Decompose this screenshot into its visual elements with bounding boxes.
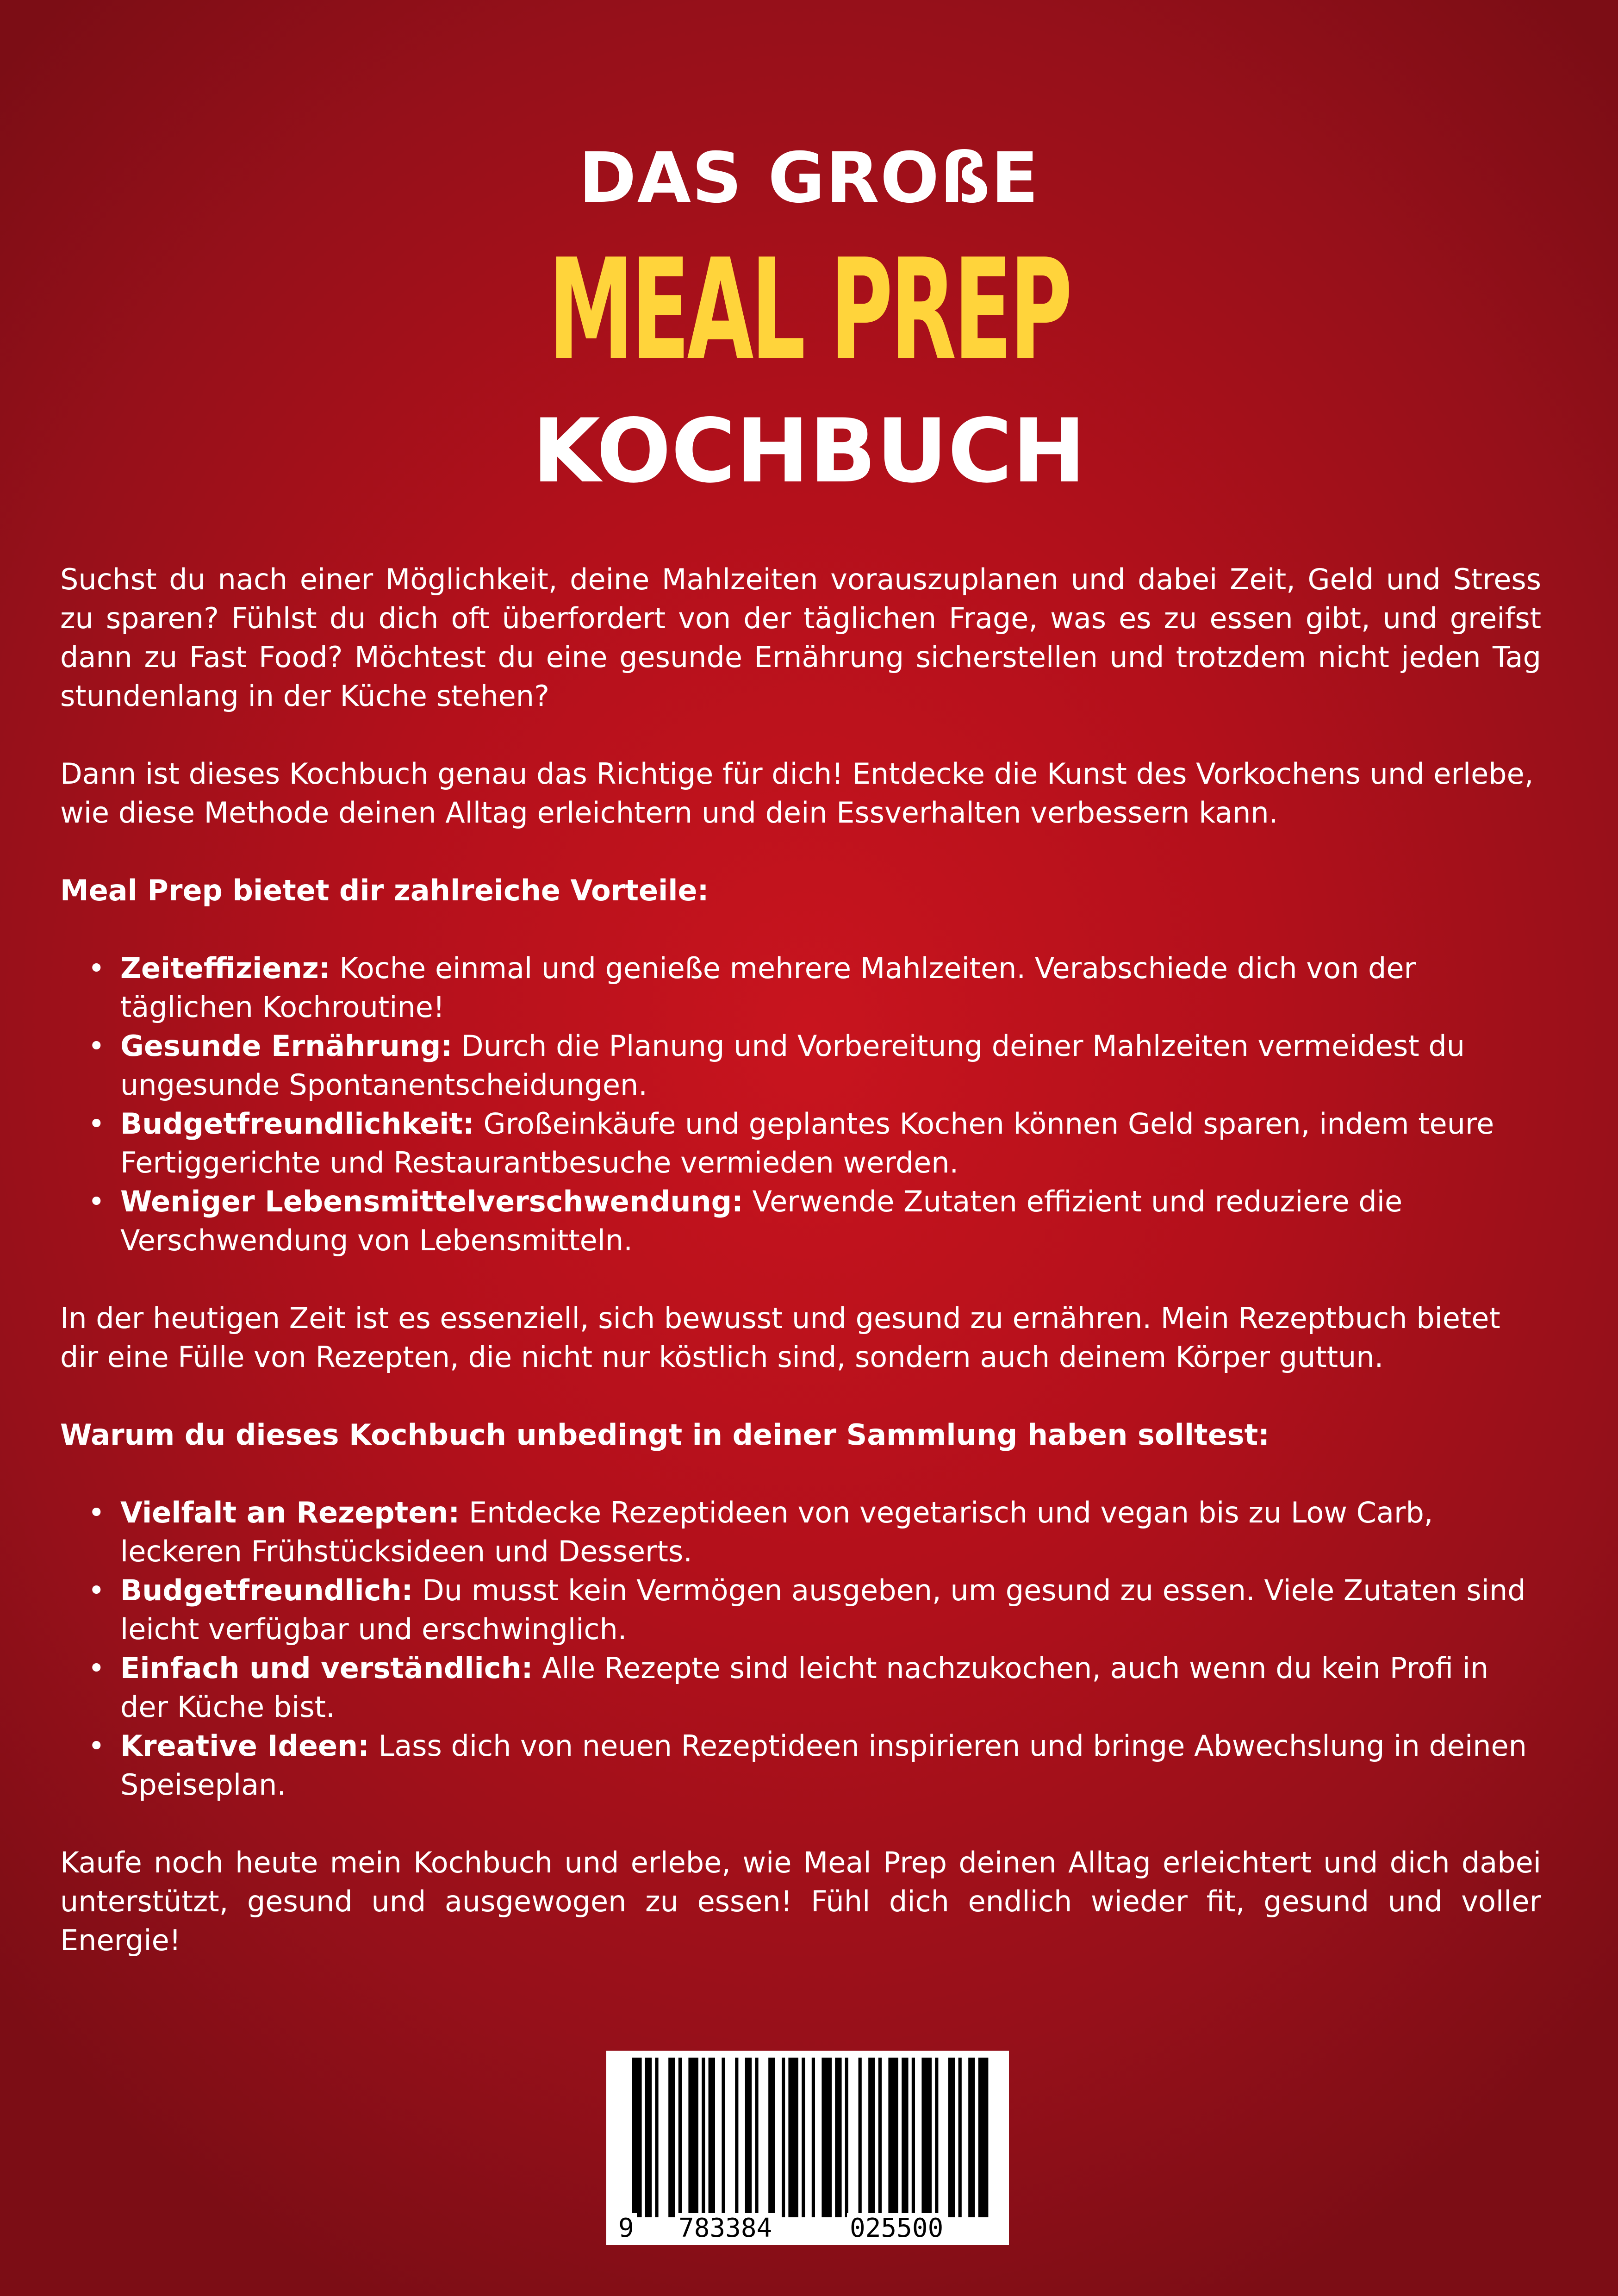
barcode-bar <box>968 2058 975 2217</box>
list-item-label: Vielfalt an Rezepten: <box>120 1496 460 1529</box>
barcode-bar <box>821 2058 832 2217</box>
barcode-bar <box>688 2058 698 2217</box>
list-item-label: Weniger Lebensmittelverschwendung: <box>120 1185 743 1218</box>
list-item <box>120 1027 1541 1104</box>
barcode-bar <box>812 2058 815 2217</box>
list-item <box>120 1104 1541 1182</box>
barcode-bar <box>702 2058 705 2217</box>
list-item-text: Großeinkäufe und geplantes Kochen können Geld sparen, indem teure Fertiggerichte und Restaurantbesuche vermieden werden. <box>120 1107 1494 1179</box>
reasons-heading: Warum du dieses Kochbuch unbedingt in deiner Sammlung haben solltest: <box>60 1418 1270 1452</box>
barcode-bar <box>782 2058 785 2217</box>
list-item <box>120 1727 1541 1804</box>
benefits-heading: Meal Prep bietet dir zahlreiche Vorteile: <box>60 873 709 907</box>
barcode-bar <box>888 2058 898 2217</box>
list-item-label: Zeiteffizienz: <box>120 951 330 985</box>
blurb <box>60 560 1541 1999</box>
barcode-bar <box>709 2058 715 2217</box>
list-item-label: Kreative Ideen: <box>120 1729 369 1763</box>
barcode-bar <box>768 2058 775 2217</box>
barcode-bar <box>878 2058 882 2217</box>
barcode-bar <box>859 2058 862 2217</box>
list-item-text: Verwende Zutaten effizient und reduziere die Verschwendung von Lebensmitteln. <box>120 1185 1403 1257</box>
barcode-bar <box>678 2058 682 2217</box>
barcode-bar <box>745 2058 752 2217</box>
intro-paragraph-1: Suchst du nach einer Möglichkeit, deine Mahlzeiten vorauszuplanen und dabei Zeit, Geld und Stress zu sparen? Fühlst du dich oft überfordert von der täglichen Frage, was es zu essen gibt, und greifst dann zu Fast Food? Möchtest du eine gesunde Ernährung sicherstellen und trotzdem nicht jeden Tag stundenlang in der Küche stehen? <box>60 562 1541 713</box>
list-item-text: Du musst kein Vermögen ausgeben, um gesund zu essen. Viele Zutaten sind leicht verfügbar und erschwinglich. <box>120 1573 1526 1646</box>
list-item-label: Budgetfreundlichkeit: <box>120 1107 474 1141</box>
barcode-bar <box>668 2058 675 2217</box>
middle-paragraph: In der heutigen Zeit ist es essenziell, sich bewusst und gesund zu ernähren. Mein Rezeptbuch bietet dir eine Fülle von Rezepten, die nicht nur köstlich sind, sondern auch deinem Körper guttun. <box>60 1301 1500 1374</box>
barcode-bar <box>632 2058 642 2217</box>
barcode-bar <box>948 2058 955 2217</box>
barcode-bar <box>645 2058 652 2217</box>
barcode-bar <box>788 2058 798 2217</box>
barcode-group-left: 783384 <box>676 2213 775 2243</box>
barcode-bar <box>921 2058 932 2217</box>
benefits-list <box>60 949 1541 1260</box>
closing-paragraph: Kaufe noch heute mein Kochbuch und erlebe, wie Meal Prep deinen Alltag erleichtert und dich dabei unterstützt, gesund und ausgewogen zu essen! Fühl dich endlich wieder fit, gesund und voller Energie! <box>60 1846 1541 1957</box>
barcode-bar <box>755 2058 758 2217</box>
intro-paragraph-2: Dann ist dieses Kochbuch genau das Richtige für dich! Entdecke die Kunst des Vorkochens und erlebe, wie diese Methode deinen Alltag erleichtern und dein Essverhalten verbessern kann. <box>60 757 1534 830</box>
barcode-group-right: 025500 <box>847 2213 946 2243</box>
list-item <box>120 1493 1541 1571</box>
barcode <box>606 2051 1009 2245</box>
title-line-2: MEAL PREP <box>548 229 1070 391</box>
list-item-text: Alle Rezepte sind leicht nachzukochen, auch wenn du kein Profi in der Küche bist. <box>120 1651 1489 1724</box>
reasons-list <box>60 1493 1541 1804</box>
book-title <box>0 134 1618 505</box>
list-item <box>120 1571 1541 1649</box>
list-item-text: Lass dich von neuen Rezeptideen inspirieren und bringe Abwechslung in deinen Speiseplan. <box>120 1729 1527 1802</box>
list-item-label: Gesunde Ernährung: <box>120 1029 453 1063</box>
barcode-bar <box>802 2058 805 2217</box>
list-item-text: Durch die Planung und Vorbereitung deiner Mahlzeiten vermeidest du ungesunde Spontanentscheidungen. <box>120 1029 1465 1102</box>
barcode-bars <box>606 2051 1009 2245</box>
list-item-text: Entdecke Rezeptideen von vegetarisch und vegan bis zu Low Carb, leckeren Frühstücksideen und Desserts. <box>120 1496 1433 1568</box>
title-line-3: KOCHBUCH <box>532 400 1086 502</box>
barcode-bar <box>902 2058 908 2217</box>
list-item-label: Einfach und verständlich: <box>120 1651 533 1685</box>
barcode-bar <box>912 2058 915 2217</box>
list-item <box>120 949 1541 1027</box>
list-item-label: Budgetfreundlich: <box>120 1573 413 1607</box>
title-line-1: DAS GROßE <box>579 138 1039 218</box>
barcode-bar <box>655 2058 658 2217</box>
list-item-text: Koche einmal und genieße mehrere Mahlzeiten. Verabschiede dich von der täglichen Kochroutine! <box>120 951 1416 1024</box>
barcode-bar <box>735 2058 738 2217</box>
barcode-bar <box>845 2058 848 2217</box>
barcode-bar <box>978 2058 989 2217</box>
list-item <box>120 1182 1541 1260</box>
barcode-bar <box>958 2058 962 2217</box>
list-item <box>120 1649 1541 1727</box>
barcode-bar <box>722 2058 725 2217</box>
barcode-bar <box>835 2058 841 2217</box>
barcode-digit-first: 9 <box>616 2213 637 2243</box>
barcode-bar <box>935 2058 938 2217</box>
barcode-bar <box>868 2058 875 2217</box>
